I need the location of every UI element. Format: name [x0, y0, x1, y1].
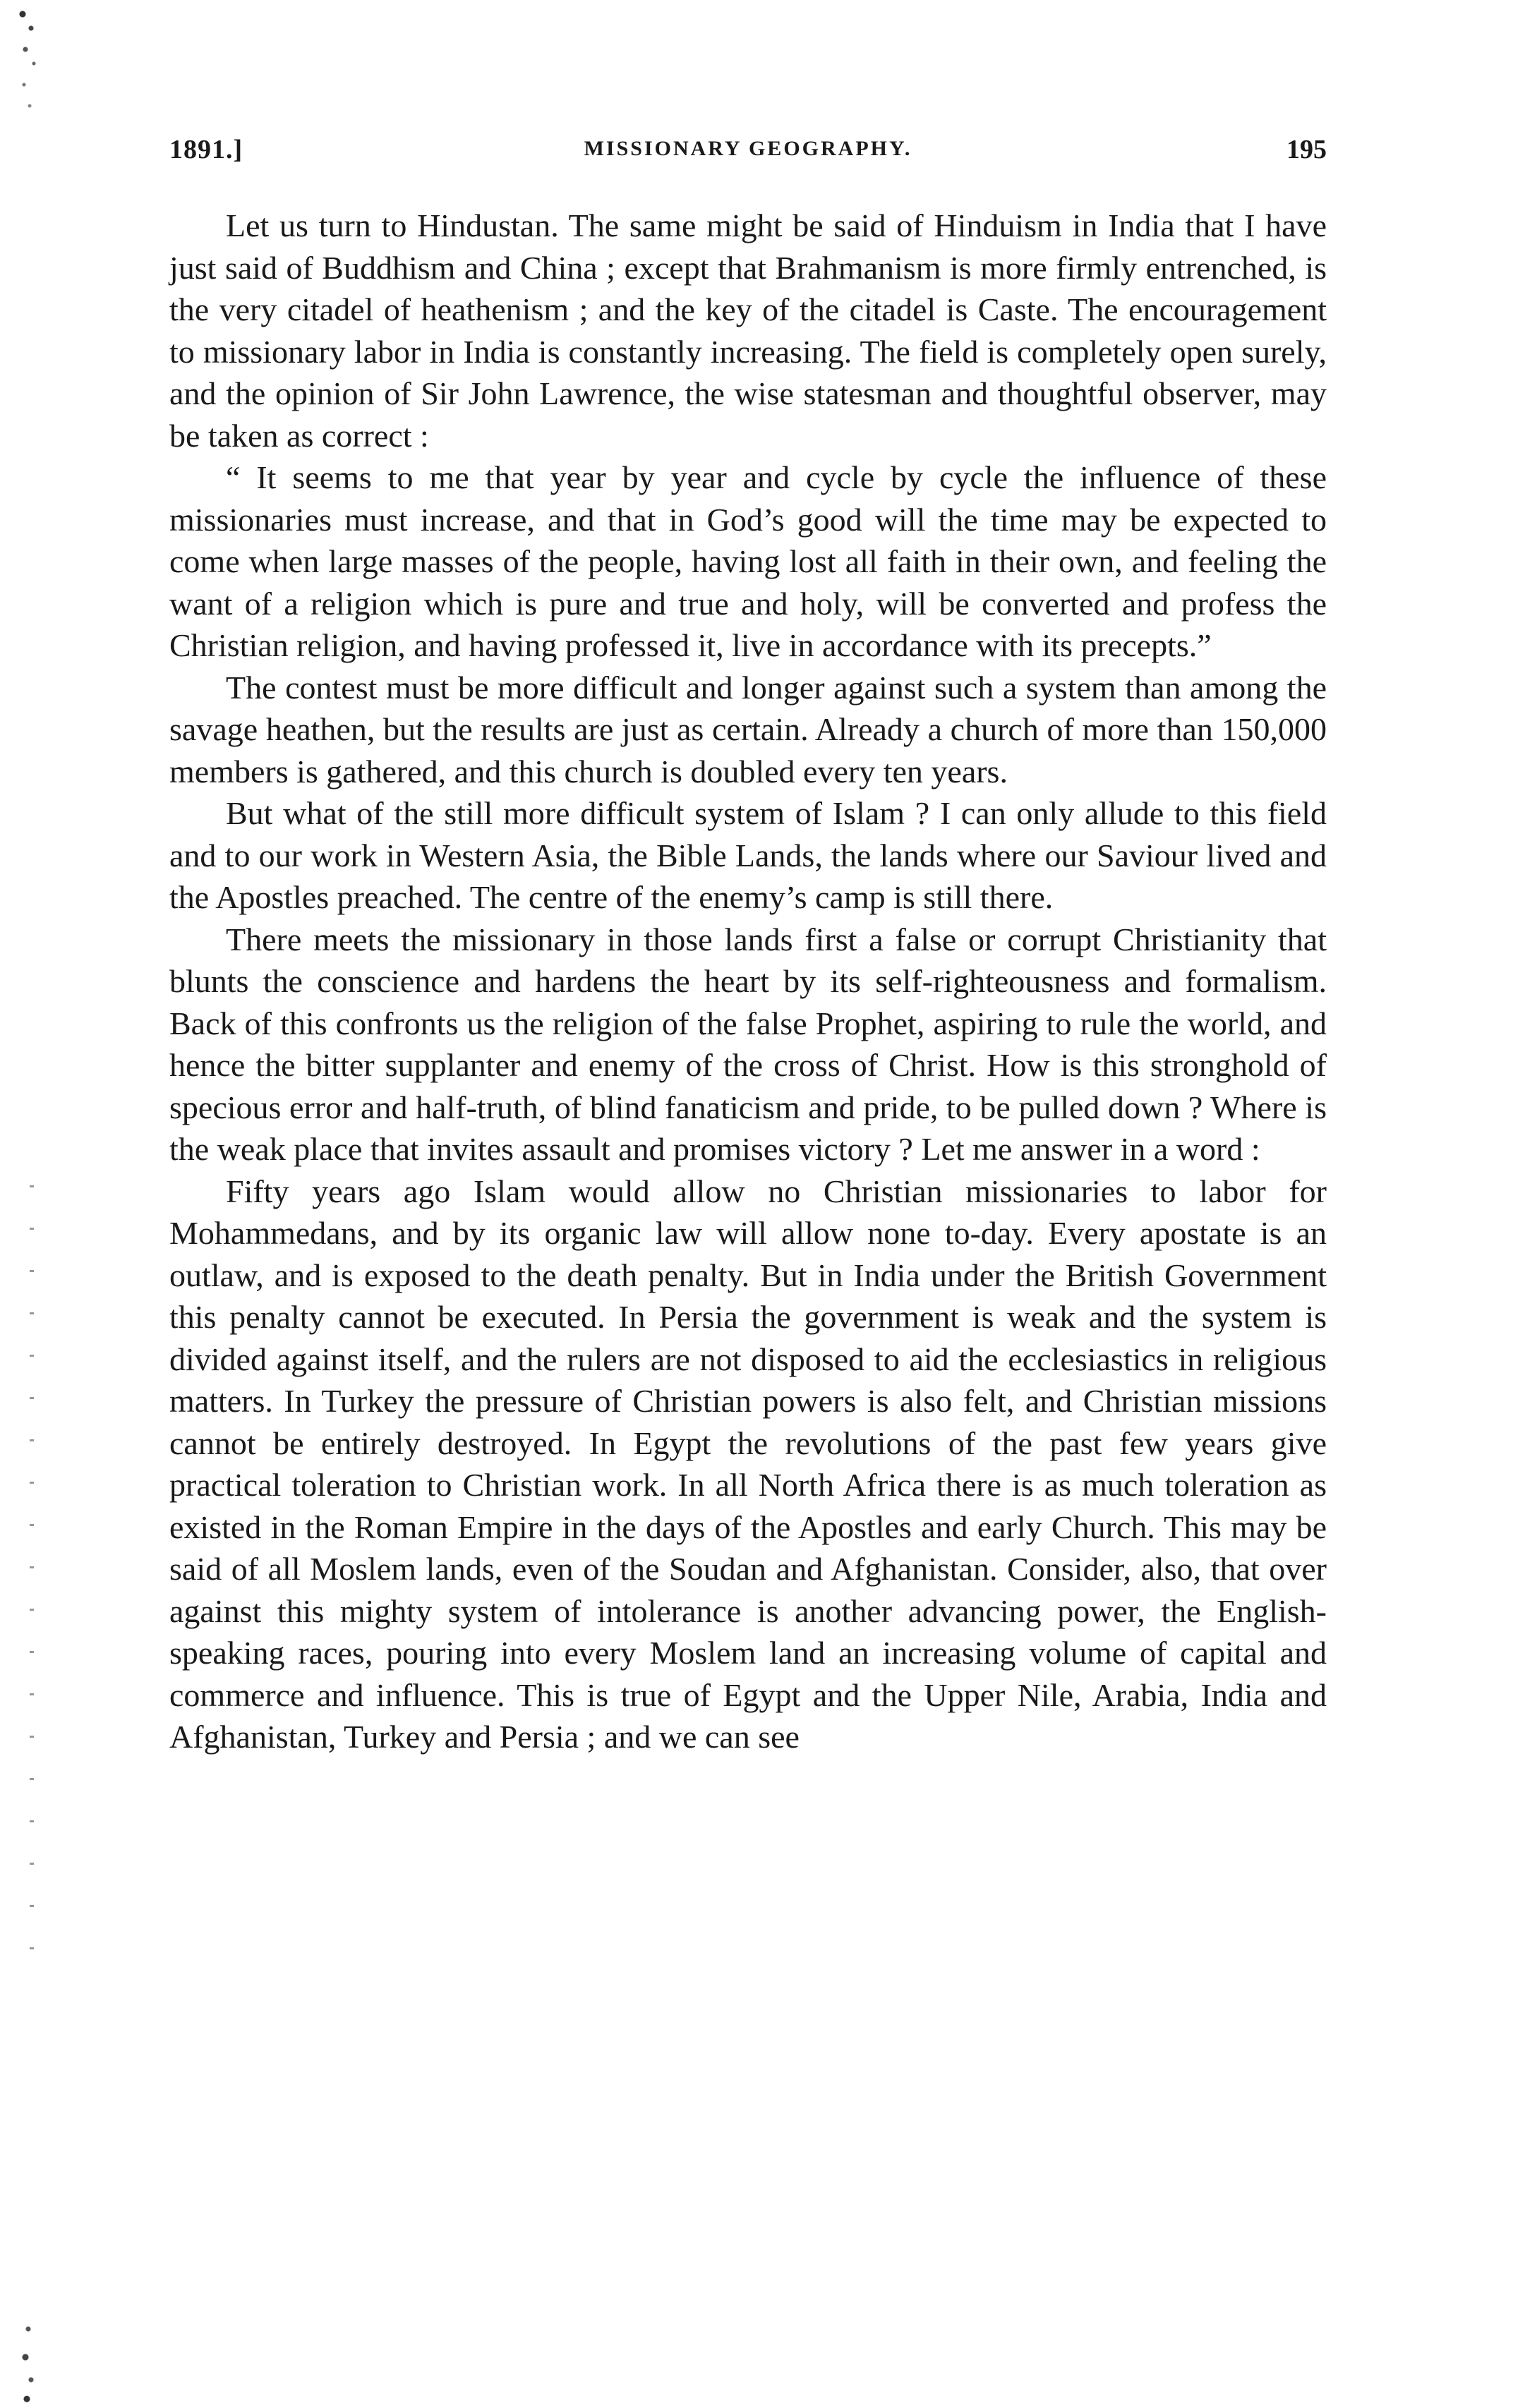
scan-artifact-top — [14, 0, 42, 141]
paragraph-islam: But what of the still more difficult system of Islam ? I can only allude to this field and to our work in Western Asia, the Bible Lands, the lands where our Saviour lived and the Apostles preached. The centre of the enemy’s camp is still there. — [169, 795, 1327, 915]
header-year: 1891.] — [169, 135, 243, 164]
scan-artifact-dots — [30, 1185, 34, 1961]
page-number: 195 — [1286, 135, 1327, 164]
paragraph-lawrence-quote: “ It seems to me that year by year and cycle by cycle the influence of these missionaries must increase, and that in God’s good will the time may be expected to come when large masses of the people, having lost all faith in their own, and feeling the want of a religion which is pure and true and holy, will be converted and profess the Christian religion, and having professed it, live in accordance with its precepts.” — [169, 459, 1327, 663]
running-header — [169, 134, 1327, 176]
header-title: MISSIONARY GEOGRAPHY. — [584, 137, 912, 160]
paragraph-fifty-years: Fifty years ago Islam would allow no Christian missionaries to labor for Mohammedans, and by its organic law will allow none to-day. Every apostate is an outlaw, and is exposed to the death penalty. But in India under the British Government this penalty cannot be executed. In Persia the government is weak and the system is divided against itself, and the rulers are not disposed to aid the ecclesiastics in religious matters. In Turkey the pressure of Christian powers is also felt, and Christian missions cannot be entirely destroyed. In Egypt the revolutions of the past few years give practical toleration to Christian work. In all North Africa there is as much toleration as existed in the Roman Empire in the days of the Apostles and early Church. This may be said of all Moslem lands, even of the Soudan and Afghanistan. Consider, also, that over against this mighty system of intolerance is another advancing power, the English-speaking races, pouring into every Moslem land an increasing volume of capital and commerce and influence. This is true of Egypt and the Upper Nile, Arabia, India and Afghanistan, Turkey and Persia ; and we can see — [169, 1173, 1327, 1755]
scan-artifact-bottom — [14, 2295, 42, 2408]
paragraph-missionary-lands: There meets the missionary in those lands first a false or corrupt Christianity that blunts the conscience and hardens the heart by its self-righteousness and formalism. Back of this confronts us the religion of the false Prophet, aspiring to rule the world, and hence the bitter supplanter and enemy of the cross of Christ. How is this stronghold of specious error and half-truth, of blind fanaticism and pride, to be pulled down ? Where is the weak place that invites assault and promises victory ? Let me answer in a word : — [169, 921, 1327, 1167]
body-text — [169, 205, 1327, 1758]
paragraph-contest: The contest must be more difficult and longer against such a system than among the savage heathen, but the results are just as certain. Already a church of more than 150,000 members is gathered, and this church is doubled every ten years. — [169, 669, 1327, 789]
paragraph-hindustan: Let us turn to Hindustan. The same might be said of Hinduism in India that I have just said of Buddhism and China ; except that Brahmanism is more firmly entrenched, is the very citadel of heathenism ; and the key of the citadel is Caste. The encouragement to missionary labor in India is constantly increasing. The field is completely open surely, and the opinion of Sir John Lawrence, the wise statesman and thoughtful observer, may be taken as correct : — [169, 207, 1327, 454]
